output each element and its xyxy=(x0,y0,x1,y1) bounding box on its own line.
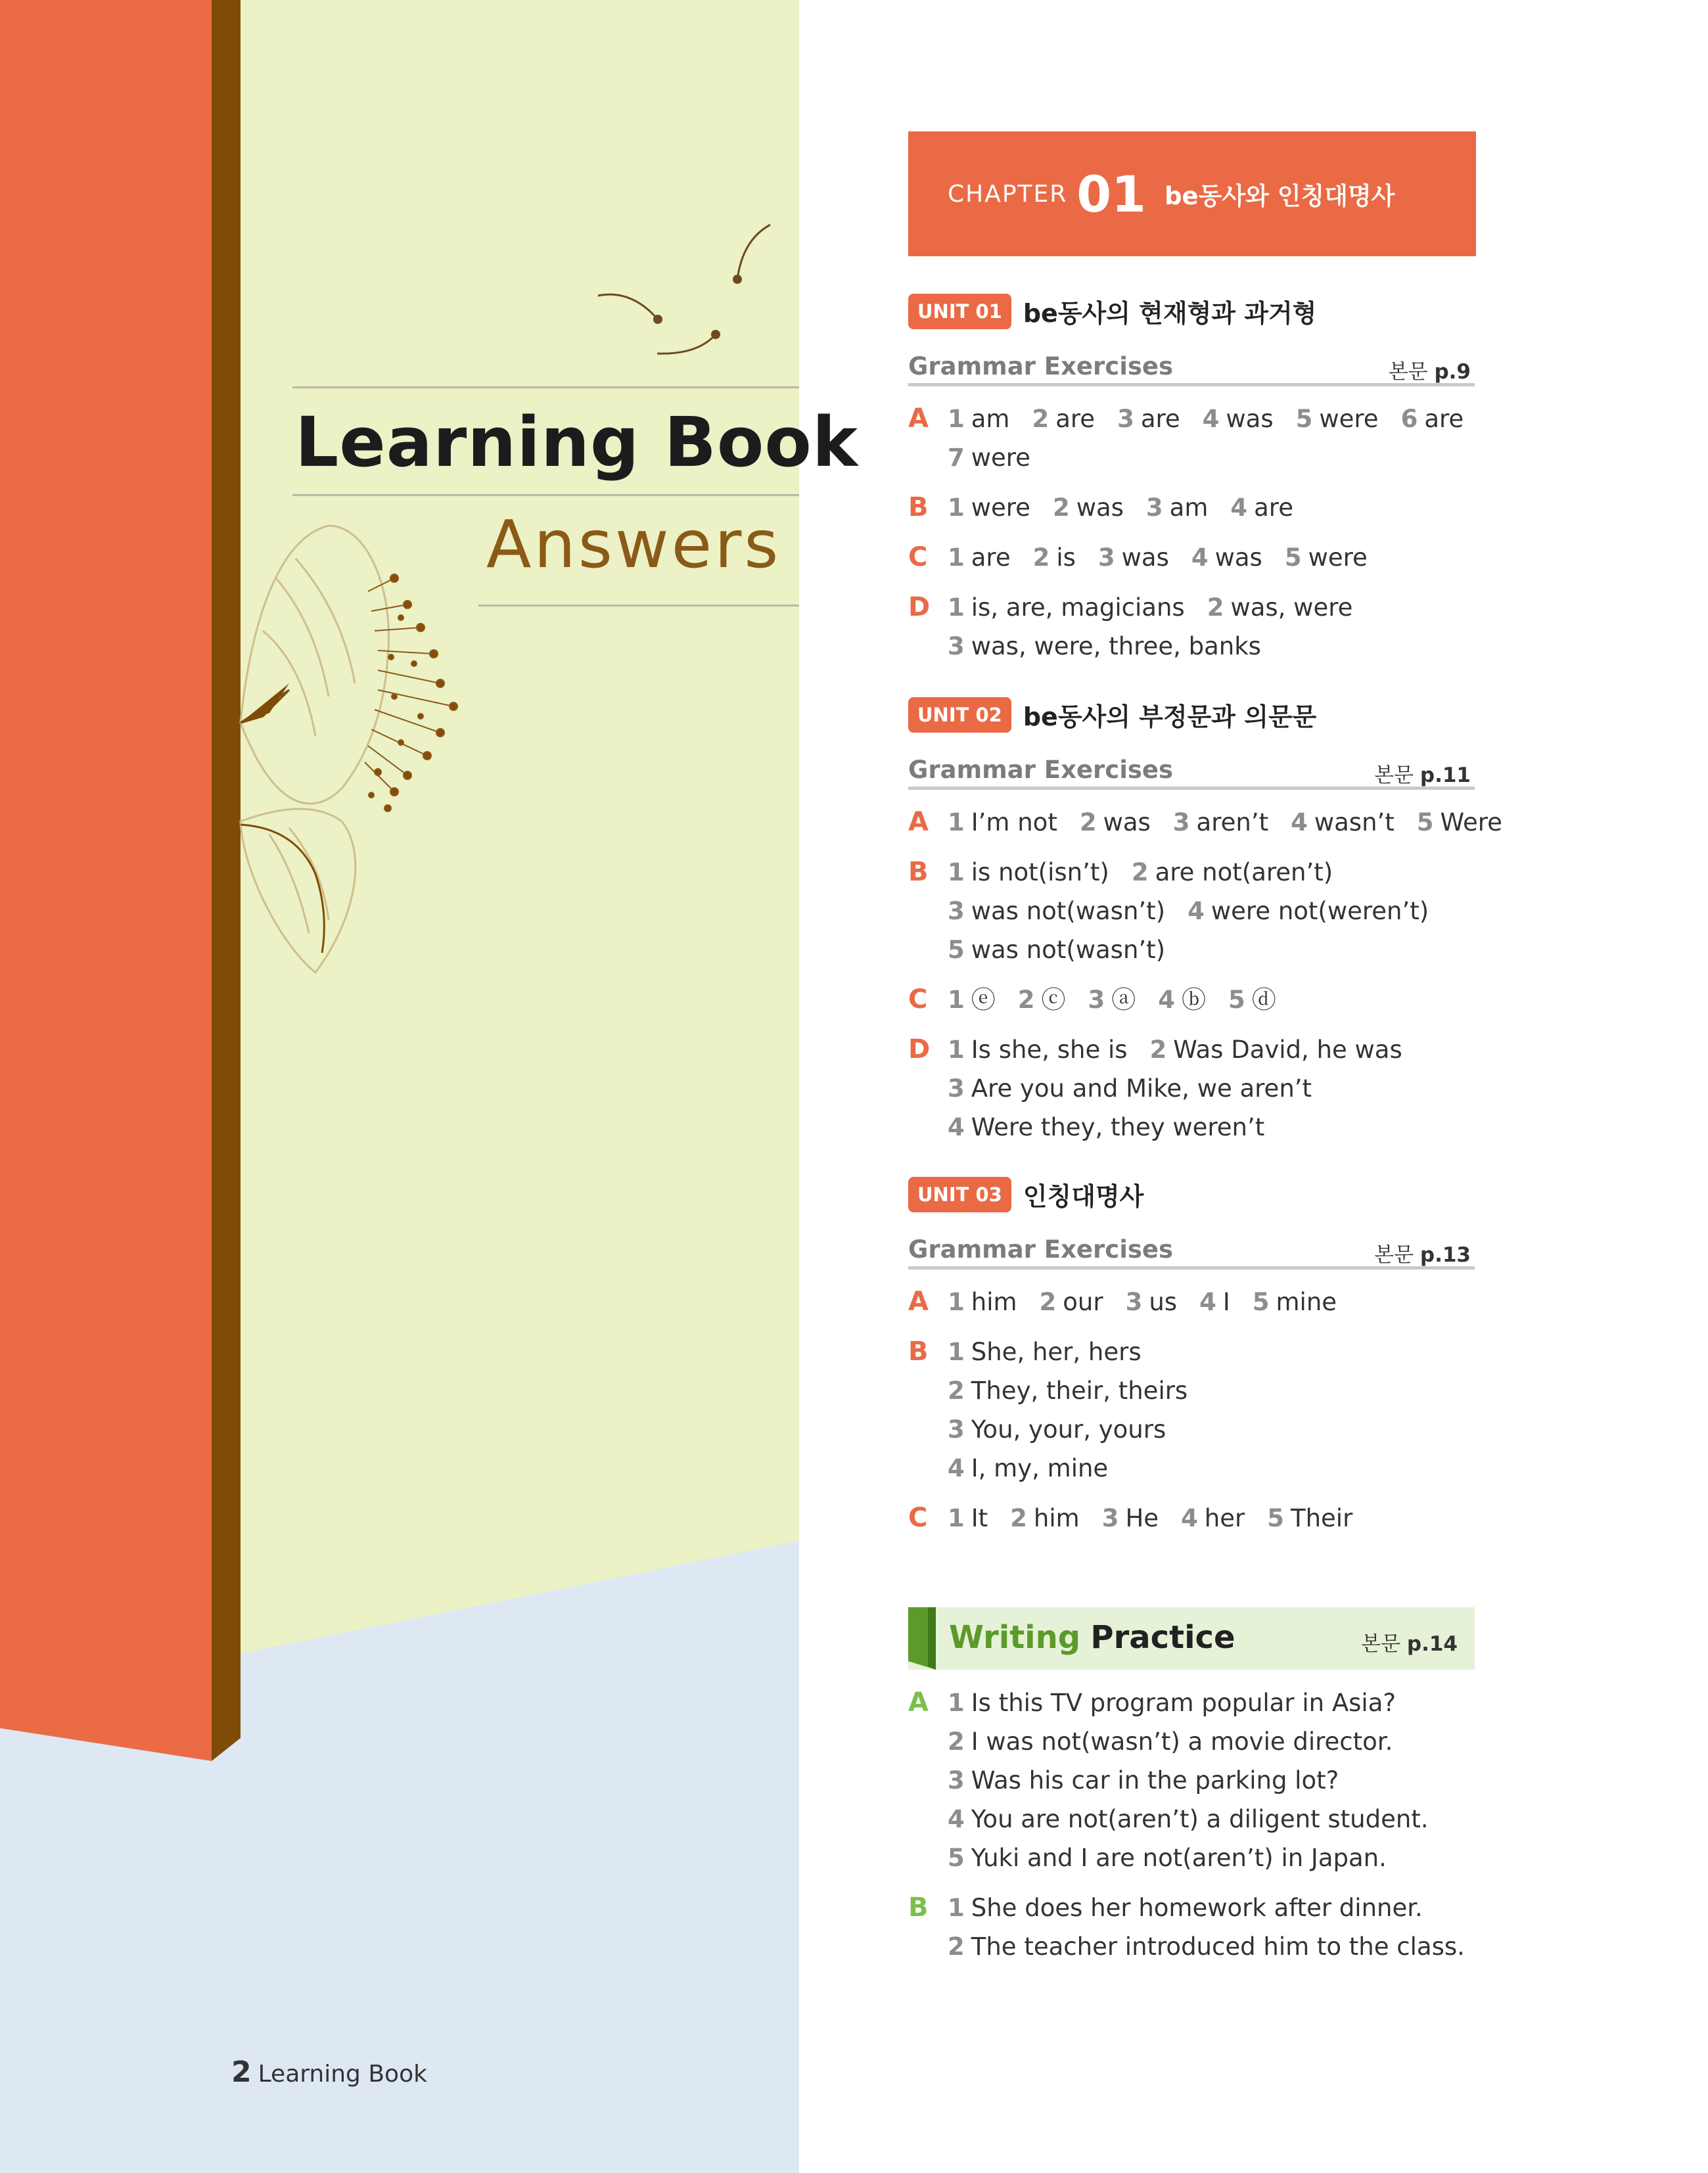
page-reference: 본문 p.14 xyxy=(1361,1632,1458,1656)
writing-practice-title: Writing Practice xyxy=(949,1619,1235,1656)
answer-number: 5 xyxy=(948,1844,965,1872)
answer-letter-b: B xyxy=(908,492,929,522)
book-title: Learning Book xyxy=(295,402,858,482)
answer-number: 3 xyxy=(1101,1504,1119,1532)
answer-letter-b: B xyxy=(908,1337,929,1367)
answer-line xyxy=(948,1683,1418,1722)
answer-line xyxy=(948,1410,1188,1449)
answer-number: 4 xyxy=(1230,493,1248,522)
answer-number: 4 xyxy=(1188,897,1205,925)
answer-text: I xyxy=(1222,1288,1230,1316)
answer-text: ⓑ xyxy=(1182,986,1206,1014)
answer-text: were xyxy=(1319,405,1379,433)
unit-01-header xyxy=(908,293,1316,329)
answer-letter-a: A xyxy=(908,403,929,434)
page-reference: 본문 p.13 xyxy=(1374,1243,1471,1267)
answer-text: are xyxy=(1055,405,1096,433)
answer-number: 4 xyxy=(1291,808,1308,836)
answer-letter-c: C xyxy=(908,542,928,572)
answer-text: was, were xyxy=(1230,593,1353,622)
chapter-keyword: CHAPTER xyxy=(948,180,1068,208)
answer-line xyxy=(948,1888,1445,1927)
chapter-title: be동사와 인칭대명사 xyxy=(1165,182,1395,210)
answer-number: 5 xyxy=(1267,1504,1284,1532)
answer-text: Yuki and I are not(aren’t) in Japan. xyxy=(971,1844,1387,1872)
answer-number: 3 xyxy=(1172,808,1190,836)
answer-line xyxy=(948,853,1355,892)
unit-badge: UNIT 02 xyxy=(908,697,1011,733)
answer-number: 4 xyxy=(1202,405,1220,433)
answer-number: 2 xyxy=(1079,808,1097,836)
answer-text: It xyxy=(971,1504,988,1532)
answer-text: was xyxy=(1121,543,1169,572)
answer-line xyxy=(948,400,1486,438)
answer-line xyxy=(948,892,1451,930)
answer-number: 5 xyxy=(1416,808,1434,836)
answer-letter-b: B xyxy=(908,1892,929,1923)
answer-number: 1 xyxy=(948,1504,965,1532)
answer-text: is xyxy=(1056,543,1076,572)
answer-number: 1 xyxy=(948,808,965,836)
writing-practice-header xyxy=(908,1607,1475,1670)
answer-line xyxy=(948,1371,1210,1410)
answer-text: aren’t xyxy=(1196,808,1269,836)
answer-text: our xyxy=(1063,1288,1103,1316)
title-rule-middle xyxy=(292,494,799,496)
bookmark-tab-icon xyxy=(908,1607,936,1670)
answer-number: 2 xyxy=(948,1377,965,1405)
answer-line xyxy=(948,803,1525,842)
answer-text: ⓐ xyxy=(1111,986,1136,1014)
answer-number: 1 xyxy=(948,1894,965,1922)
answer-number: 5 xyxy=(948,936,965,964)
answer-text: Was David, he was xyxy=(1173,1036,1402,1064)
answer-number: 5 xyxy=(1295,405,1313,433)
exercise-header xyxy=(908,1229,1475,1269)
answer-letter-d: D xyxy=(908,592,931,622)
answer-line xyxy=(948,1722,1415,1761)
answer-number: 4 xyxy=(948,1113,965,1141)
answer-text: Their xyxy=(1290,1504,1353,1532)
answer-text: is not(isn’t) xyxy=(971,858,1109,886)
unit-title: be동사의 현재형과 과거형 xyxy=(1023,299,1317,328)
answer-text: was xyxy=(1076,493,1124,522)
exercise-label: Grammar Exercises xyxy=(908,756,1174,784)
exercise-header xyxy=(908,346,1475,386)
answer-text: Is this TV program popular in Asia? xyxy=(971,1689,1396,1717)
answer-number: 3 xyxy=(948,1415,965,1444)
answer-text: was not(wasn’t) xyxy=(971,897,1166,925)
answer-letter-b: B xyxy=(908,857,929,887)
answer-number: 1 xyxy=(948,1689,965,1717)
answer-text: was xyxy=(1226,405,1274,433)
answer-line xyxy=(948,1927,1487,1966)
answer-text: They, their, theirs xyxy=(971,1377,1188,1405)
answer-number: 1 xyxy=(948,986,965,1014)
answer-line xyxy=(948,1449,1130,1488)
answer-text: were xyxy=(971,493,1030,522)
answer-text: You are not(aren’t) a diligent student. xyxy=(971,1805,1429,1833)
answer-line xyxy=(948,1800,1451,1839)
unit-title: be동사의 부정문과 의문문 xyxy=(1023,702,1317,731)
unit-02-header xyxy=(908,697,1316,733)
answer-text: was, were, three, banks xyxy=(971,632,1261,660)
answer-number: 4 xyxy=(948,1454,965,1482)
title-rule-bottom xyxy=(478,605,799,606)
answer-text: I, my, mine xyxy=(971,1454,1109,1482)
answer-text: him xyxy=(971,1288,1017,1316)
unit-badge: UNIT 03 xyxy=(908,1177,1011,1212)
exercise-label: Grammar Exercises xyxy=(908,1235,1174,1264)
answer-line xyxy=(948,1108,1287,1147)
book-subtitle: Answers xyxy=(486,506,781,583)
answer-number: 1 xyxy=(948,858,965,886)
answer-letter-a: A xyxy=(908,1287,929,1317)
answer-number: 2 xyxy=(948,1933,965,1961)
answer-number: 2 xyxy=(1149,1036,1167,1064)
unit-title: 인칭대명사 xyxy=(1023,1182,1144,1211)
answer-text: Were they, they weren’t xyxy=(971,1113,1265,1141)
answer-number: 3 xyxy=(1125,1288,1143,1316)
answer-text: were not(weren’t) xyxy=(1211,897,1429,925)
answer-letter-d: D xyxy=(908,1034,931,1064)
answer-number: 5 xyxy=(1284,543,1302,572)
orange-band xyxy=(0,0,212,1761)
answer-number: 3 xyxy=(948,1766,965,1795)
answer-number: 5 xyxy=(1252,1288,1270,1316)
page-reference: 본문 p.9 xyxy=(1388,360,1471,384)
answer-text: were xyxy=(1308,543,1368,572)
answer-letter-a: A xyxy=(908,807,929,837)
chapter-header xyxy=(908,131,1476,256)
answer-number: 3 xyxy=(1097,543,1115,572)
brown-spine xyxy=(212,0,241,1761)
answer-text: I was not(wasn’t) a movie director. xyxy=(971,1727,1393,1756)
answer-number: 3 xyxy=(948,632,965,660)
answer-text: am xyxy=(971,405,1010,433)
answer-text: She does her homework after dinner. xyxy=(971,1894,1423,1922)
answer-text: are xyxy=(1424,405,1464,433)
answer-line xyxy=(948,980,1299,1019)
answer-number: 5 xyxy=(1228,986,1245,1014)
answer-letter-a: A xyxy=(908,1687,929,1718)
answer-number: 4 xyxy=(1199,1288,1216,1316)
answer-line xyxy=(948,538,1390,577)
answer-number: 2 xyxy=(1017,986,1035,1014)
answer-text: mine xyxy=(1276,1288,1337,1316)
answer-line xyxy=(948,588,1375,627)
answer-number: 1 xyxy=(948,493,965,522)
answer-line xyxy=(948,1499,1375,1538)
answer-number: 1 xyxy=(948,1338,965,1366)
answer-number: 1 xyxy=(948,543,965,572)
answer-line xyxy=(948,438,1053,477)
page-number: 2 xyxy=(231,2055,252,2089)
answer-text: were xyxy=(971,444,1030,472)
unit-03-header xyxy=(908,1176,1143,1212)
title-rule-top xyxy=(292,386,799,388)
answer-text: wasn’t xyxy=(1314,808,1395,836)
answer-text: are xyxy=(1140,405,1180,433)
answer-number: 3 xyxy=(1088,986,1105,1014)
answer-text: He xyxy=(1125,1504,1159,1532)
answer-number: 3 xyxy=(948,897,965,925)
answer-text: is, are, magicians xyxy=(971,593,1185,622)
answer-number: 3 xyxy=(948,1074,965,1103)
answer-text: She, her, hers xyxy=(971,1338,1142,1366)
page-reference: 본문 p.11 xyxy=(1374,764,1471,787)
answer-number: 2 xyxy=(1131,858,1149,886)
answer-text: are xyxy=(971,543,1011,572)
answer-letter-c: C xyxy=(908,984,928,1015)
chapter-number: 01 xyxy=(1076,164,1147,223)
unit-badge: UNIT 01 xyxy=(908,294,1011,329)
answer-text: was xyxy=(1214,543,1262,572)
answer-number: 2 xyxy=(1032,405,1050,433)
answer-text: Is she, she is xyxy=(971,1036,1128,1064)
answer-text: was xyxy=(1103,808,1151,836)
answer-number: 7 xyxy=(948,444,965,472)
answer-text: ⓒ xyxy=(1041,986,1066,1014)
answer-line xyxy=(948,1283,1359,1321)
answer-text: I’m not xyxy=(971,808,1057,836)
answer-line xyxy=(948,1839,1409,1877)
answer-line xyxy=(948,1030,1425,1069)
answer-text: Was his car in the parking lot? xyxy=(971,1766,1339,1795)
answer-line xyxy=(948,627,1283,666)
answer-number: 2 xyxy=(948,1727,965,1756)
answer-number: 4 xyxy=(1181,1504,1198,1532)
answer-number: 3 xyxy=(1145,493,1163,522)
exercise-label: Grammar Exercises xyxy=(908,352,1174,380)
answer-number: 2 xyxy=(1207,593,1224,622)
answer-line xyxy=(948,930,1188,969)
answer-text: Were xyxy=(1440,808,1502,836)
answer-number: 2 xyxy=(1052,493,1070,522)
answer-text: ⓓ xyxy=(1251,986,1276,1014)
answer-line xyxy=(948,488,1316,527)
exercise-header xyxy=(908,749,1475,790)
answer-line xyxy=(948,1761,1361,1800)
answer-number: 6 xyxy=(1400,405,1418,433)
page-footer xyxy=(231,2055,427,2089)
answer-text: him xyxy=(1033,1504,1080,1532)
answer-number: 4 xyxy=(1191,543,1209,572)
answer-number: 1 xyxy=(948,593,965,622)
answer-text: You, your, yours xyxy=(971,1415,1166,1444)
answer-text: ⓔ xyxy=(971,986,996,1014)
answer-line xyxy=(948,1333,1164,1371)
flower-illustration xyxy=(241,526,389,972)
answer-number: 3 xyxy=(1117,405,1134,433)
answer-text: Are you and Mike, we aren’t xyxy=(971,1074,1312,1103)
answer-text: are xyxy=(1254,493,1293,522)
answer-text: her xyxy=(1204,1504,1245,1532)
answer-number: 1 xyxy=(948,405,965,433)
answer-number: 2 xyxy=(1010,1504,1027,1532)
answer-text: us xyxy=(1149,1288,1178,1316)
answer-number: 2 xyxy=(1032,543,1050,572)
answer-number: 2 xyxy=(1039,1288,1057,1316)
answer-number: 1 xyxy=(948,1288,965,1316)
answer-text: The teacher introduced him to the class. xyxy=(971,1933,1465,1961)
answer-letter-c: C xyxy=(908,1503,928,1533)
answer-text: are not(aren’t) xyxy=(1155,858,1333,886)
answer-number: 4 xyxy=(948,1805,965,1833)
answer-number: 1 xyxy=(948,1036,965,1064)
answer-text: was not(wasn’t) xyxy=(971,936,1166,964)
footer-label: Learning Book xyxy=(258,2061,427,2088)
answer-text: am xyxy=(1169,493,1209,522)
answer-line xyxy=(948,1069,1334,1108)
answer-number: 4 xyxy=(1158,986,1175,1014)
